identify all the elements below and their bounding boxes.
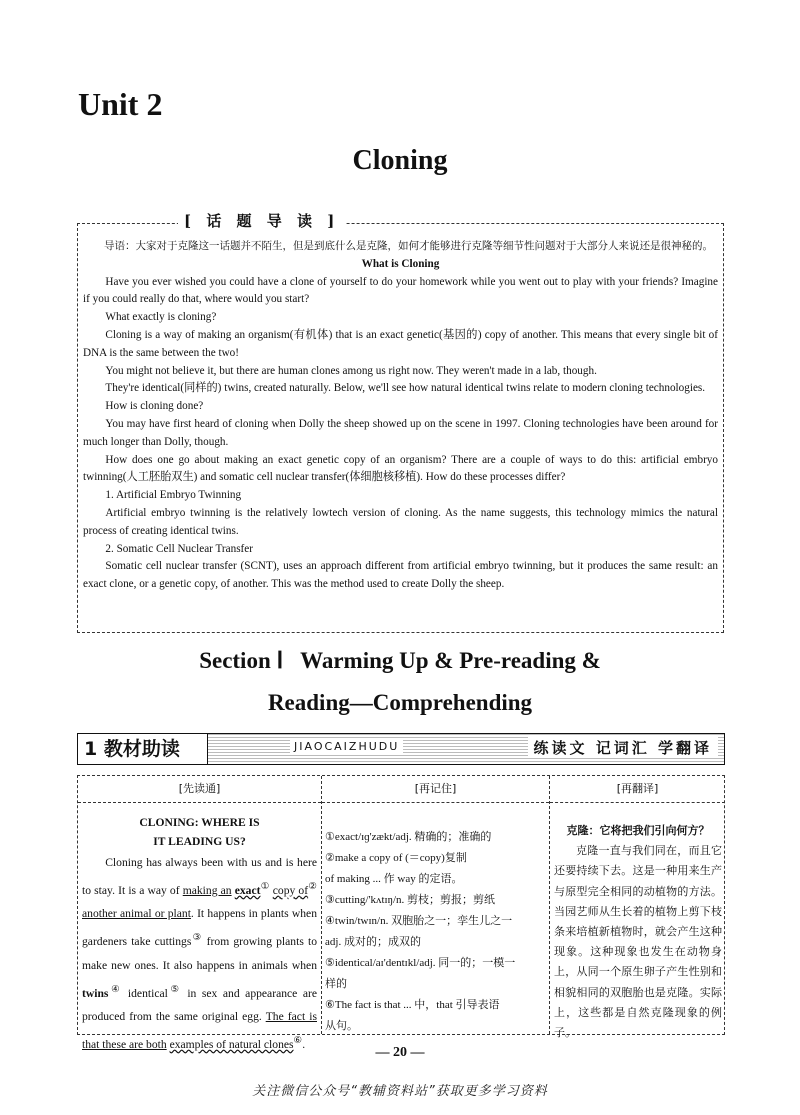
topic-intro-header: [ 话 题 导 读 ] xyxy=(178,210,345,231)
intro-paragraph: Cloning is a way of making an organism(有机体) that is an exact genetic(基因的) copy of another. This means that every single bit of DNA is the same between the two! xyxy=(83,328,718,359)
section-heading-line1: Section Ⅰ Warming Up & Pre-reading & xyxy=(199,648,601,673)
vocab-item: adj. 成对的；成双的 xyxy=(325,936,421,948)
topic-intro-box xyxy=(77,212,724,633)
vocab-column xyxy=(322,776,550,1034)
article-title: What is Cloning xyxy=(361,257,440,270)
reading-title-line2: IT LEADING US? xyxy=(153,835,246,848)
vocab-item: ⑥The fact is that ... 中，that 引导表语 xyxy=(325,999,500,1011)
reading-paragraph: Cloning has always been with us and is here to stay. It is a way of making an exact① copy of② another animal or plant. It happens in plants when gardeners take cuttings③ from growing plants to make new ones. It also happens in animals when twins④ identical⑤ in sex and appearance are produced from the same original egg. The fact is that these are both examples of natural clones⑥. xyxy=(82,856,317,1052)
intro-paragraph: What exactly is cloning? xyxy=(105,311,217,324)
intro-paragraph: 2. Somatic Cell Nuclear Transfer xyxy=(105,542,253,555)
vocab-item: 样的 xyxy=(325,978,347,990)
reading-column xyxy=(78,776,322,1052)
reading-text xyxy=(78,803,321,1057)
vocab-item: 从句。 xyxy=(325,1020,358,1032)
textbook-guide-banner xyxy=(77,733,725,765)
banner-subtitle: 练读文 记词汇 学翻译 xyxy=(528,737,718,758)
translation-body: 克隆一直与我们同在，而且它还要持续下去。这是一种用来生产与原型完全相同的动植物的方法。当园艺师从生长着的植物上剪下枝条来培植新植物时，就会产生这种现象。这种现象也发生在动物身上，从同一个原生卵子产生性别和相貌相同的双胞胎也是克隆。实际上，这些都是自然克隆现象的例子。 xyxy=(554,844,722,1040)
section-heading-line2: Reading—Comprehending xyxy=(267,690,533,715)
page-title: Cloning xyxy=(352,145,448,176)
vocab-list xyxy=(322,803,549,1037)
intro-paragraph: How does one go about making an exact genetic copy of an organism? There are a couple of ways to do this: artificial embryo twinning(人工胚胎双生) and somatic cell nuclear transfer(体细胞核移植). How do these processes differ? xyxy=(83,453,718,484)
intro-lead: 导语：大家对于克隆这一话题并不陌生，但是到底什么是克隆，如何才能够进行克隆等细节性问题对于大部分人来说还是很神秘的。 xyxy=(104,240,713,252)
column-header: [再记住] xyxy=(322,776,549,803)
intro-paragraph: Artificial embryo twinning is the relatively lowtech version of cloning. As the name suggests, this technology mimics the natural process of creating identical twins. xyxy=(83,506,718,537)
vocab-item: of making ... 作 way 的定语。 xyxy=(325,873,463,885)
vocab-item: ⑤identical/aɪ'dentɪkl/adj. 同一的；一模一 xyxy=(325,957,516,969)
reading-title-line1: CLONING: WHERE IS xyxy=(139,816,260,829)
intro-paragraph: How is cloning done? xyxy=(105,400,204,413)
translation-column xyxy=(550,776,725,1040)
page-number: — 20 — xyxy=(375,1045,425,1060)
intro-paragraph: You may have first heard of cloning when Dolly the sheep showed up on the scene in 1997. Cloning technologies have been around for much longer than Dolly, though. xyxy=(83,417,718,448)
intro-paragraph: Somatic cell nuclear transfer (SCNT), uses an approach different from artificial embryo twinning, but it produces the same result: an exact clone, or a genetic copy, of another. This was the method used to create Dolly the sheep. xyxy=(83,560,718,591)
study-table xyxy=(77,775,725,1052)
column-header: [先读通] xyxy=(78,776,321,803)
vocab-item: ③cutting/'kʌtɪŋ/n. 剪枝；剪报；剪纸 xyxy=(325,894,496,906)
translation-title: 克隆：它将把我们引向何方？ xyxy=(566,824,710,837)
vocab-item: ②make a copy of (＝copy)复制 xyxy=(325,852,467,864)
intro-paragraph: Have you ever wished you could have a clone of yourself to do your homework while you went out to play with your friends? Imagine if you could really do that, where would you start? xyxy=(83,275,718,306)
unit-label: Unit 2 xyxy=(78,86,163,122)
intro-paragraph: 1. Artificial Embryo Twinning xyxy=(105,489,242,502)
vocab-item: ④twin/twɪn/n. 双胞胎之一；孪生儿之一 xyxy=(325,915,513,927)
banner-label: 1 教材助读 xyxy=(78,734,208,764)
intro-paragraph: They're identical(同样的) twins, created naturally. Below, we'll see how natural identical twins relate to modern cloning technologies. xyxy=(105,382,706,395)
footer-note: 关注微信公众号“教辅资料站”获取更多学习资料 xyxy=(252,1084,548,1099)
intro-paragraph: You might not believe it, but there are human clones among us right now. They weren't made in a lab, though. xyxy=(105,364,597,377)
topic-intro-body xyxy=(83,238,718,594)
banner-pinyin: JIAOCAIZHUDU xyxy=(290,740,403,753)
column-header: [再翻译] xyxy=(550,776,725,803)
translation-text xyxy=(550,803,725,1043)
vocab-item: ①exact/ɪɡ'zækt/adj. 精确的；准确的 xyxy=(325,831,492,843)
